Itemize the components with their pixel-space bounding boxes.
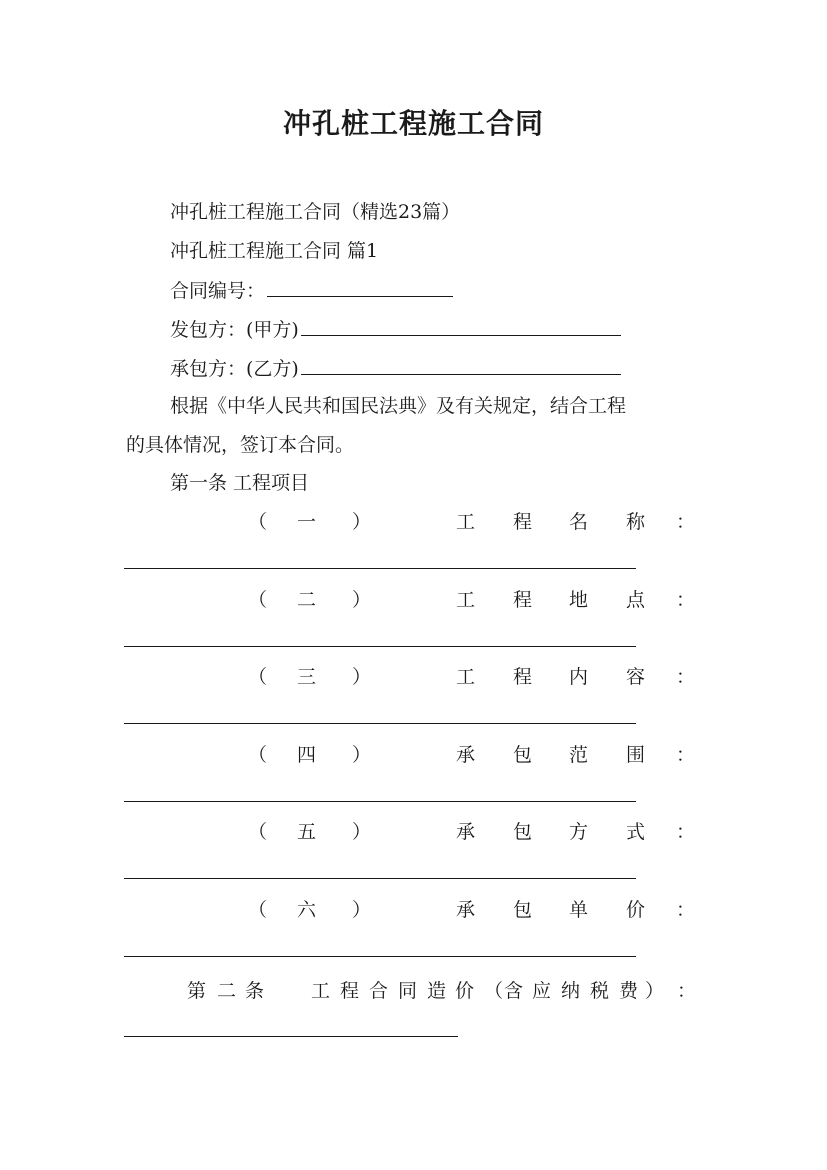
item-label-char: 包 xyxy=(513,899,533,921)
item-colon: ： xyxy=(676,511,696,533)
article-one-heading: 第一条 工程项目 xyxy=(170,472,310,494)
item-fill-blank xyxy=(124,801,636,802)
item-label-char: 程 xyxy=(513,511,533,533)
item-label-char: 点 xyxy=(626,589,646,611)
item-number-char: ） xyxy=(352,899,372,921)
item-fill-blank xyxy=(124,956,636,957)
item-label-char: 称 xyxy=(626,511,646,533)
project-item-row xyxy=(0,896,827,924)
item-label-char: 承 xyxy=(456,821,476,843)
item-fill-blank xyxy=(124,723,636,724)
party-a-line xyxy=(170,315,621,344)
item-colon: ： xyxy=(676,899,696,921)
article-two-char: 同 xyxy=(398,980,418,1002)
article-two-char: ） xyxy=(645,980,665,1002)
item-fill-blank xyxy=(124,878,636,879)
article-two-char: 二 xyxy=(217,980,237,1002)
article-two-char: 造 xyxy=(427,980,447,1002)
contract-number-blank xyxy=(267,276,453,297)
item-number-char: 六 xyxy=(297,899,317,921)
item-number-char: （ xyxy=(248,589,268,611)
item-label-char: 包 xyxy=(513,744,533,766)
item-fill-blank xyxy=(124,568,636,569)
article-two-char: 合 xyxy=(369,980,389,1002)
item-label-char: 包 xyxy=(513,821,533,843)
item-colon: ： xyxy=(676,744,696,766)
party-a-label: 发包方：(甲方) xyxy=(170,319,299,341)
article-two-char: 工 xyxy=(311,980,331,1002)
item-number-char: （ xyxy=(248,899,268,921)
contract-number-line xyxy=(170,276,453,305)
item-number-char: ） xyxy=(352,511,372,533)
party-b-line xyxy=(170,354,621,383)
item-label-char: 地 xyxy=(569,589,589,611)
item-label-char: 围 xyxy=(626,744,646,766)
article-two-char: 程 xyxy=(340,980,360,1002)
item-number-char: ） xyxy=(352,666,372,688)
article-two-char: 税 xyxy=(590,980,610,1002)
project-item-row xyxy=(0,508,827,536)
project-item-row xyxy=(0,586,827,614)
item-fill-blank xyxy=(124,646,636,647)
article-two-char: 含 xyxy=(504,980,524,1002)
item-label-char: 内 xyxy=(569,666,589,688)
item-number-char: 五 xyxy=(297,821,317,843)
article-two-char: 第 xyxy=(187,980,207,1002)
article-two-char: 应 xyxy=(532,980,552,1002)
party-a-blank xyxy=(301,315,621,336)
item-number-char: （ xyxy=(248,744,268,766)
item-label-char: 容 xyxy=(626,666,646,688)
intro-paragraph-line1: 根据《中华人民共和国民法典》及有关规定，结合工程 xyxy=(170,395,627,417)
item-number-char: ） xyxy=(352,744,372,766)
article-two-heading xyxy=(0,977,827,1005)
item-label-char: 工 xyxy=(456,589,476,611)
article-two-char: 条 xyxy=(245,980,265,1002)
party-b-blank xyxy=(301,354,621,375)
item-colon: ： xyxy=(676,666,696,688)
item-number-char: 一 xyxy=(297,511,317,533)
article-two-char: 费 xyxy=(619,980,639,1002)
item-label-char: 工 xyxy=(456,511,476,533)
article-two-char: 价 xyxy=(455,980,475,1002)
item-number-char: 四 xyxy=(297,744,317,766)
item-colon: ： xyxy=(676,821,696,843)
article-two-char: 纳 xyxy=(561,980,581,1002)
item-label-char: 范 xyxy=(569,744,589,766)
item-number-char: （ xyxy=(248,821,268,843)
item-label-char: 名 xyxy=(569,511,589,533)
item-label-char: 程 xyxy=(513,666,533,688)
item-label-char: 方 xyxy=(569,821,589,843)
document-subtitle: 冲孔桩工程施工合同（精选23篇） xyxy=(170,201,461,223)
item-number-char: ） xyxy=(352,821,372,843)
party-b-label: 承包方：(乙方) xyxy=(170,358,299,380)
contract-number-label: 合同编号： xyxy=(170,280,266,302)
item-label-char: 工 xyxy=(456,666,476,688)
item-label-char: 承 xyxy=(456,744,476,766)
section-heading: 冲孔桩工程施工合同 篇1 xyxy=(170,240,379,262)
item-number-char: 三 xyxy=(297,666,317,688)
item-number-char: ） xyxy=(352,589,372,611)
item-colon: ： xyxy=(676,589,696,611)
item-label-char: 程 xyxy=(513,589,533,611)
intro-paragraph-line2: 的具体情况，签订本合同。 xyxy=(126,434,355,456)
item-number-char: （ xyxy=(248,511,268,533)
item-number-char: 二 xyxy=(297,589,317,611)
project-item-row xyxy=(0,741,827,769)
project-item-row xyxy=(0,663,827,691)
item-label-char: 式 xyxy=(626,821,646,843)
article-two-char: （ xyxy=(484,980,504,1002)
item-label-char: 承 xyxy=(456,899,476,921)
item-label-char: 价 xyxy=(626,899,646,921)
item-label-char: 单 xyxy=(569,899,589,921)
article-two-char: ： xyxy=(677,980,697,1002)
article-two-blank xyxy=(124,1036,458,1037)
project-item-row xyxy=(0,818,827,846)
document-title: 冲孔桩工程施工合同 xyxy=(282,107,544,140)
item-number-char: （ xyxy=(248,666,268,688)
